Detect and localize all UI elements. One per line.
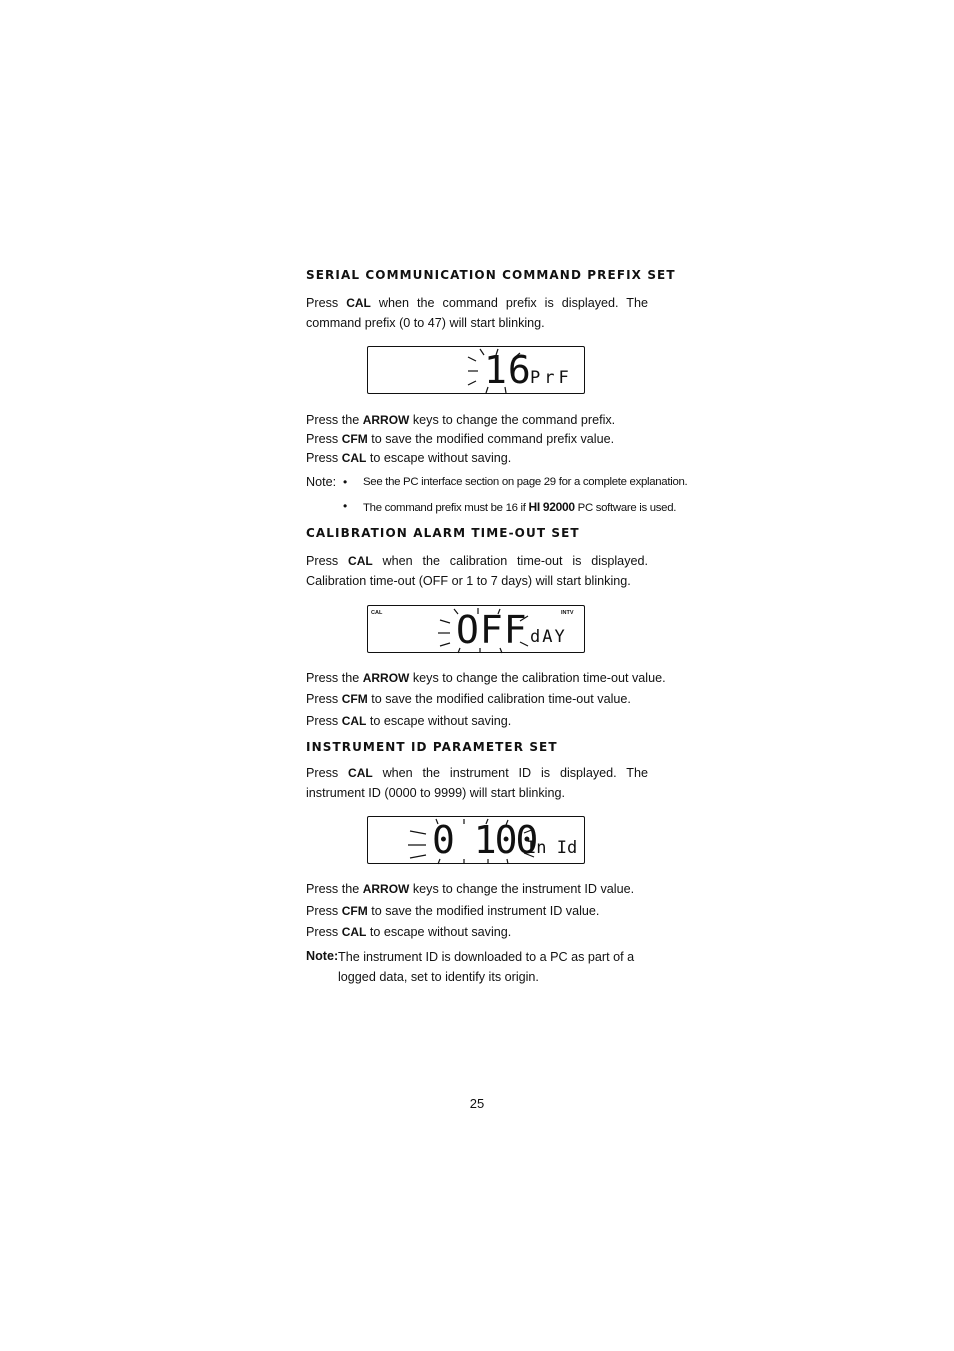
key-cal: CAL (346, 296, 371, 310)
step-cal-timeout: Press CAL to escape without saving. (306, 714, 512, 728)
key-arrow: ARROW (362, 413, 410, 427)
paragraph-calibration-intro: Press CAL when the calibration time-out is displayed. Calibration time-out (OFF or 1 to 7 days) will start blinking. (306, 554, 648, 588)
key-cfm: CFM (341, 432, 368, 446)
lcd-main-value: OFF (456, 608, 528, 652)
step-cfm-id: Press CFM to save the modified instrument ID value. (306, 904, 600, 918)
bullet-2: • (343, 499, 348, 513)
step-arrow-timeout: Press the ARROW keys to change the calibration time-out value. (306, 671, 666, 685)
key-hi92000: HI 92000 (528, 500, 575, 514)
lcd-display-command-prefix (367, 346, 585, 394)
note-label: Note: (306, 949, 339, 963)
key-cal: CAL (341, 451, 367, 465)
lcd-unit-label: dAY (530, 627, 567, 647)
step-cal-id: Press CAL to escape without saving. (306, 925, 512, 939)
key-cal: CAL (341, 925, 367, 939)
note-label: Note: (306, 475, 337, 489)
section-heading-calibration-alarm: CALIBRATION ALARM TIME-OUT SET (306, 526, 580, 540)
key-cfm: CFM (341, 904, 368, 918)
note-bullet-pc-interface: See the PC interface section on page 29 for a complete explanation. (363, 476, 688, 488)
key-cal: CAL (348, 554, 373, 568)
lcd-main-value: 16 (484, 348, 532, 392)
key-arrow: ARROW (362, 882, 410, 896)
bullet-1: • (343, 475, 348, 489)
paragraph-command-prefix-intro: Press CAL when the command prefix is displayed. The command prefix (0 to 47) will start blinking. (306, 296, 648, 330)
key-cfm: CFM (341, 692, 368, 706)
lcd-unit-label: PrF (530, 368, 573, 388)
lcd-display-instrument-id (367, 816, 585, 864)
section-heading-command-prefix: SERIAL COMMUNICATION COMMAND PREFIX SET (306, 268, 676, 282)
key-cal: CAL (341, 714, 367, 728)
paragraph-instrument-id-intro: Press CAL when the instrument ID is displayed. The instrument ID (0000 to 9999) will start blinking. (306, 766, 648, 800)
step-cal-prefix: Press CAL to escape without saving. (306, 451, 512, 465)
lcd-intv-tag: INTV (561, 610, 574, 616)
note-bullet-prefix-16: The command prefix must be 16 if HI 92000 PC software is used. (363, 500, 677, 514)
lcd-cal-tag: CAL (371, 610, 383, 616)
lcd-display-calibration-timeout (367, 605, 585, 653)
step-cfm-prefix: Press CFM to save the modified command prefix value. (306, 432, 615, 446)
lcd-main-value: 0 100 (432, 818, 537, 862)
lcd-unit-label: In Id (526, 838, 578, 858)
key-arrow: ARROW (362, 671, 410, 685)
step-cfm-timeout: Press CFM to save the modified calibration time-out value. (306, 692, 631, 706)
key-cal: CAL (348, 766, 373, 780)
step-arrow-prefix: Press the ARROW keys to change the command prefix. (306, 413, 616, 427)
note-instrument-id: The instrument ID is downloaded to a PC as part of a logged data, set to identify its origin. (338, 950, 635, 984)
page-number: 25 (469, 1096, 485, 1111)
step-arrow-id: Press the ARROW keys to change the instrument ID value. (306, 882, 635, 896)
section-heading-instrument-id: INSTRUMENT ID PARAMETER SET (306, 740, 558, 754)
